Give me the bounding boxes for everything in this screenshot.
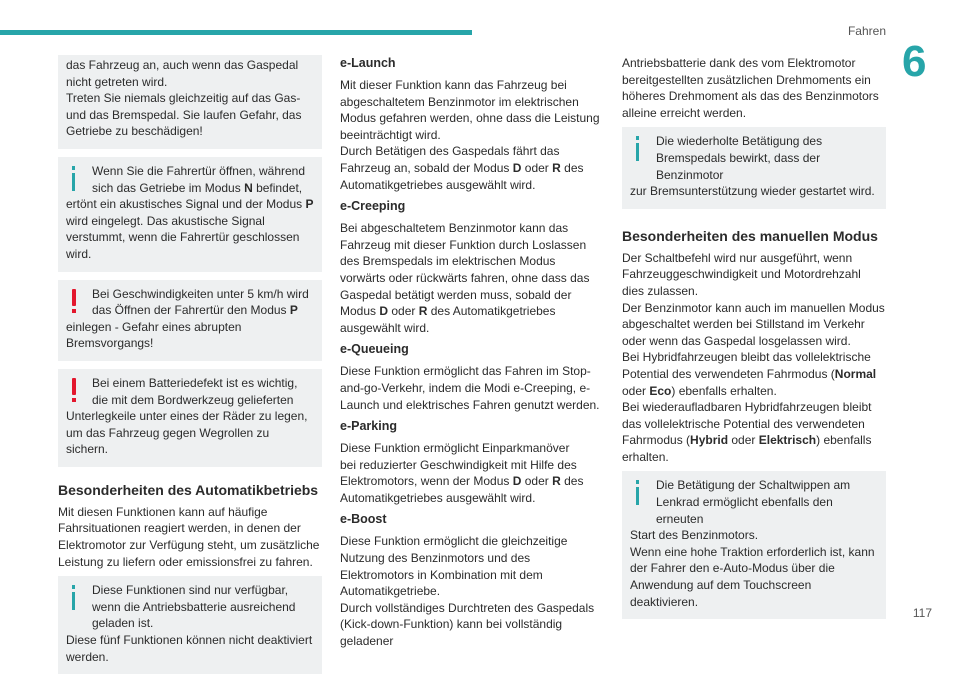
warning-text: einlegen - Gefahr eines abrupten Bremsvorgangs!: [66, 319, 242, 351]
paragraph: Der Schaltbefehl wird nur ausgeführt, wenn Fahrzeuggeschwindigkeit und Motordrehzahl dies zulassen. Der Benzinmotor kann auch im manuellen Modus abgeschaltet werden bei Stillstand im Verkehr oder wenn das Gaspedal losgelassen wird. Bei Hybridfahrzeugen bleibt das vollelektrische Potential des verwendeten Fahrmodus (Normal oder Eco) ebenfalls erhalten. Bei wiederaufladbaren Hybridfahrzeugen bleibt das vollelektrische Potential des verwendeten Fahrmodus (Hybrid oder Elektrisch) ebenfalls erhalten.: [622, 250, 885, 464]
warning-box: [58, 369, 322, 467]
warning-text-lead: Bei Geschwindigkeiten unter 5 km/h wird das Öffnen der Fahrertür den Modus P: [92, 286, 309, 318]
paragraph: Diese Funktion ermöglicht das Fahren im Stop-and-go-Verkehr, indem die Modi e-Creeping, e-Launch und elektrisches Fahren genutzt werden.: [340, 364, 600, 412]
info-box: [58, 576, 322, 674]
column-middle: [340, 55, 604, 650]
info-icon: [636, 136, 639, 161]
paragraph: Diese Funktion ermöglicht Einparkmanöver bei reduzierter Geschwindigkeit mit Hilfe des Elektromotors, wenn der Modus D oder R des Automatikgetriebes ausgewählt wird.: [340, 441, 584, 505]
info-text: zur Bremsunterstützung wieder gestartet wird.: [630, 184, 875, 199]
page-number: 117: [912, 606, 932, 620]
info-icon: [72, 166, 75, 191]
paragraph: Mit dieser Funktion kann das Fahrzeug bei abgeschaltetem Benzinmotor im elektrischen Modus gefahren werden, ohne dass die Leistung beeinträchtigt wird. Durch Betätigen des Gaspedals fährt das Fahrzeug an, sobald der Modus D oder R des Automatikgetriebes ausgewählt wird.: [340, 78, 600, 192]
section-heading: Besonderheiten des Automatikbetriebs: [58, 481, 319, 498]
subheading-e-parking: e-Parking: [340, 419, 397, 434]
paragraph: Mit diesen Funktionen kann auf häufige Fahrsituationen reagiert werden, in denen der Elektromotor zur Verfügung steht, um zusätzliche Leistung zu liefern oder emissionsfrei zu fahren.: [58, 504, 320, 569]
chapter-number: 6: [902, 37, 927, 86]
info-box: [622, 471, 886, 619]
subheading-e-launch: e-Launch: [340, 56, 396, 70]
info-box: [622, 127, 886, 208]
warning-icon: [72, 289, 76, 314]
info-icon: [636, 480, 639, 505]
info-box: [58, 157, 322, 272]
note-text: das Fahrzeug an, auch wenn das Gaspedal nicht getreten wird. Treten Sie niemals gleichzeitig auf das Gas- und das Bremspedal. Sie laufen Gefahr, das Getriebe zu beschädigen!: [66, 58, 302, 139]
warning-box: [58, 280, 322, 361]
warning-icon: [72, 378, 76, 403]
info-text: Start des Benzinmotors. Wenn eine hohe Traktion erforderlich ist, kann der Fahrer den e-Auto-Modus über die Anwendung auf dem Touchscreen deaktivieren.: [630, 528, 875, 609]
info-text-lead: Die Betätigung der Schaltwippen am Lenkrad ermöglicht ebenfalls den erneuten: [656, 478, 851, 526]
paragraph: Antriebsbatterie dank des vom Elektromotor bereitgestellten zusätzlichen Drehmoments ein höheres Drehmoment als das des Benzinmotors alleine erreicht werden.: [622, 56, 879, 120]
info-text: Diese fünf Funktionen können nicht deaktiviert werden.: [66, 633, 313, 664]
section-heading: Besonderheiten des manuellen Modus: [622, 227, 878, 244]
paragraph: Diese Funktion ermöglicht die gleichzeitige Nutzung des Benzinmotors und des Elektromotors in Kombination mit dem Automatikgetriebe. Durch vollständiges Durchtreten des Gaspedals (Kick-down-Funktion) kann bei vollständig geladener: [340, 534, 595, 649]
subheading-e-boost: e-Boost: [340, 512, 387, 527]
warning-text-lead: Bei einem Batteriedefekt ist es wichtig, die mit dem Bordwerkzeug gelieferten: [92, 375, 298, 407]
header-accent-bar: [0, 30, 472, 35]
subheading-e-creeping: e-Creeping: [340, 199, 406, 214]
column-left: [58, 55, 322, 682]
note-box: [58, 55, 322, 149]
info-text-lead: Wenn Sie die Fahrertür öffnen, während sich das Getriebe im Modus N befindet,: [92, 163, 306, 195]
subheading-e-queueing: e-Queueing: [340, 342, 409, 357]
paragraph: Bei abgeschaltetem Benzinmotor kann das Fahrzeug mit dieser Funktion durch Loslassen des Bremspedals im elektrischen Modus vorwärts oder rückwärts fahren, ohne dass das Gaspedal betätigt werden muss, sobald der Modus D oder R des Automatikgetriebes ausgewählt wird.: [340, 221, 590, 335]
info-icon: [72, 585, 75, 610]
info-text: ertönt ein akustisches Signal und der Modus P wird eingelegt. Das akustische Signal verstummt, wenn die Fahrertür geschlossen wird.: [66, 197, 314, 261]
info-text-lead: Die wiederholte Betätigung des Bremspedals bewirkt, dass der Benzinmotor: [656, 134, 823, 182]
column-right: [622, 55, 886, 627]
info-text-lead: Diese Funktionen sind nur verfügbar, wenn die Antriebsbatterie ausreichend geladen ist.: [92, 583, 296, 631]
section-title: Fahren: [847, 24, 886, 38]
warning-text: Unterlegkeile unter eines der Räder zu legen, um das Fahrzeug gegen Wegrollen zu sichern.: [66, 409, 308, 457]
